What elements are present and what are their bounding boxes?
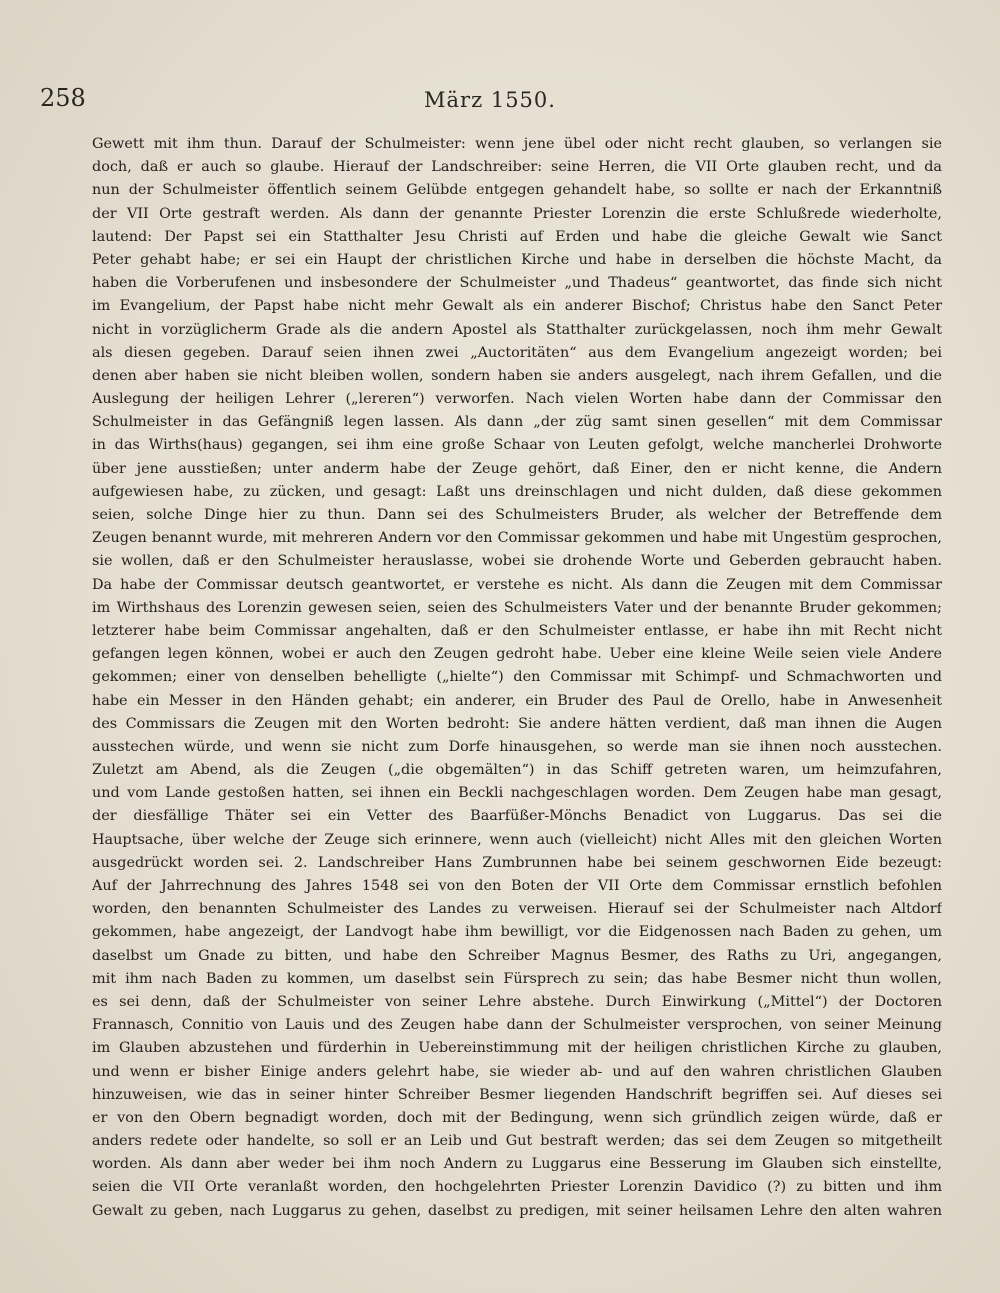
page-header — [40, 84, 940, 120]
text-line: worden. Als dann aber weder bei ihm noch Andern zu Luggarus eine Besserung im Glauben sich einstellte, — [92, 1156, 942, 1173]
text-line: Da habe der Commissar deutsch geantwortet, er verstehe es nicht. Als dann die Zeugen mit dem Commissar — [92, 576, 942, 593]
text-line: nicht in vorzüglicherm Grade als die andern Apostel als Statthalter zurückgelassen, noch ihm mehr Gewalt — [92, 321, 942, 338]
text-line: der VII Orte gestraft werden. Als dann der genannte Priester Lorenzin die erste Schlußrede wiederholte, — [92, 205, 942, 222]
text-line: habe ein Messer in den Händen gehabt; ein anderer, ein Bruder des Paul de Orello, habe in Anwesenheit — [92, 692, 942, 709]
text-line: der diesfällige Thäter sei ein Vetter des Baarfüßer-Mönchs Benadict von Luggarus. Das sei die — [92, 808, 942, 825]
text-line: lautend: Der Papst sei ein Statthalter Jesu Christi auf Erden und habe die gleiche Gewalt wie Sanct — [92, 228, 942, 245]
text-line: gekommen, habe angezeigt, der Landvogt habe ihm bewilligt, vor die Eidgenossen nach Baden zu gehen, um — [92, 924, 942, 941]
text-line: mit ihm nach Baden zu kommen, um daselbst sein Fürsprech zu sein; das habe Besmer nicht thun wollen, — [92, 970, 942, 987]
text-line: und wenn er bisher Einige anders gelehrt habe, sie wieder ab- und auf den wahren christlichen Glauben — [92, 1063, 942, 1080]
text-line: Schulmeister in das Gefängniß legen lassen. Als dann „der züg samt sinen gesellen“ mit dem Commissar — [92, 414, 942, 431]
text-line: gekommen; einer von denselben behelligte („hielte“) den Commissar mit Schimpf- und Schmachworten und — [92, 669, 942, 686]
text-line: Peter gehabt habe; er sei ein Haupt der christlichen Kirche und habe in derselben die höchste Macht, da — [92, 251, 942, 268]
text-line: doch, daß er auch so glaube. Hierauf der Landschreiber: seine Herren, die VII Orte glauben recht, und da — [92, 159, 942, 176]
text-line: letzterer habe beim Commissar angehalten, daß er den Schulmeister entlasse, er habe ihn mit Recht nicht — [92, 622, 942, 639]
text-line: im Evangelium, der Papst habe nicht mehr Gewalt als ein anderer Bischof; Christus habe den Sanct Peter — [92, 298, 942, 315]
text-line: Auslegung der heiligen Lehrer („lereren“) verworfen. Nach vielen Worten habe dann der Commissar den — [92, 391, 942, 408]
text-line: worden, den benannten Schulmeister des Landes zu verweisen. Hierauf sei der Schulmeister nach Altdorf — [92, 901, 942, 918]
text-line: haben die Vorberufenen und insbesondere der Schulmeister „und Thadeus“ geantwortet, das finde sich nicht — [92, 275, 942, 292]
text-line: über jene ausstießen; unter anderm habe der Zeuge gehört, daß Einer, den er nicht kenne, die Andern — [92, 460, 942, 477]
page-number: 258 — [40, 84, 86, 112]
text-line: Zuletzt am Abend, als die Zeugen („die obgemälten“) in das Schiff getreten waren, um heimzufahren, — [92, 762, 942, 779]
text-line: Frannasch, Connitio von Lauis und des Zeugen habe dann der Schulmeister versprochen, von seiner Meinung — [92, 1017, 942, 1034]
text-line: Hauptsache, über welche der Zeuge sich erinnere, wenn auch (vielleicht) nicht Alles mit den gleichen Worten — [92, 831, 942, 848]
text-line: anders redete oder handelte, so soll er an Leib und Gut bestraft werden; das sei dem Zeugen so mitgetheilt — [92, 1133, 942, 1150]
text-line: im Wirthshaus des Lorenzin gewesen seien, seien des Schulmeisters Vater und der benannte Bruder gekommen; — [92, 599, 942, 616]
text-line: und vom Lande gestoßen hatten, sei ihnen ein Beckli nachgeschlagen worden. Dem Zeugen habe man gesagt, — [92, 785, 942, 802]
text-line: Zeugen benannt wurde, mit mehreren Andern vor den Commissar gekommen und habe mit Ungestüm gesprochen, — [92, 530, 942, 547]
text-line: im Glauben abzustehen und fürderhin in Uebereinstimmung mit der heiligen christlichen Kirche zu glauben, — [92, 1040, 942, 1057]
text-line: denen aber haben sie nicht bleiben wollen, sondern haben sie anders ausgelegt, nach ihrem Gefallen, und die — [92, 367, 942, 384]
text-line: daselbst um Gnade zu bitten, und habe den Schreiber Magnus Besmer, des Raths zu Uri, angegangen, — [92, 947, 942, 964]
text-line: Gewalt zu geben, nach Luggarus zu gehen, daselbst zu predigen, mit seiner heilsamen Lehre den alten wahren — [92, 1202, 942, 1219]
text-line: hinzuweisen, wie das in seiner hinter Schreiber Besmer liegenden Handschrift begriffen sei. Auf dieses sei — [92, 1086, 942, 1103]
body-text — [92, 133, 942, 1223]
text-line: Auf der Jahrrechnung des Jahres 1548 sei von den Boten der VII Orte dem Commissar ernstlich befohlen — [92, 878, 942, 894]
text-line: sie wollen, daß er den Schulmeister herauslasse, wobei sie drohende Worte und Geberden gebraucht haben. — [92, 553, 942, 570]
text-line: Gewett mit ihm thun. Darauf der Schulmeister: wenn jene übel oder nicht recht glauben, so verlangen sie — [92, 136, 942, 152]
running-head: März 1550. — [424, 88, 556, 112]
text-line: als diesen gegeben. Darauf seien ihnen zwei „Auctoritäten“ aus dem Evangelium angezeigt worden; bei — [92, 344, 942, 361]
text-line: ausstechen würde, und wenn sie nicht zum Dorfe hinausgehen, so werde man sie ihnen noch ausstechen. — [92, 738, 942, 755]
text-line: seien, solche Dinge hier zu thun. Dann sei des Schulmeisters Bruder, als welcher der Betreffende dem — [92, 507, 942, 523]
text-line: er von den Obern begnadigt worden, doch mit der Bedingung, wenn sich gründlich zeigen würde, daß er — [92, 1109, 942, 1126]
text-line: seien die VII Orte veranlaßt worden, den hochgelehrten Priester Lorenzin Davidico (?) zu bitten und ihm — [92, 1179, 942, 1196]
text-line: des Commissars die Zeugen mit den Worten bedroht: Sie andere hätten verdient, daß man ihnen die Augen — [92, 715, 942, 732]
text-line: nun der Schulmeister öffentlich seinem Gelübde entgegen gehandelt habe, so sollte er nach der Erkanntniß — [92, 182, 942, 199]
text-line: in das Wirths(haus) gegangen, sei ihm eine große Schaar von Leuten gefolgt, welche mancherlei Drohworte — [92, 437, 942, 454]
text-line: es sei denn, daß der Schulmeister von seiner Lehre abstehe. Durch Einwirkung („Mittel“) der Doctoren — [92, 993, 942, 1010]
text-line: ausgedrückt worden sei. 2. Landschreiber Hans Zumbrunnen habe bei seinem geschwornen Eide bezeugt: — [92, 854, 942, 871]
text-line: gefangen legen können, wobei er auch den Zeugen gedroht habe. Ueber eine kleine Weile seien viele Andere — [92, 646, 942, 663]
text-line: aufgewiesen habe, zu zücken, und gesagt: Laßt uns dreinschlagen und nicht dulden, daß diese gekommen — [92, 483, 942, 500]
